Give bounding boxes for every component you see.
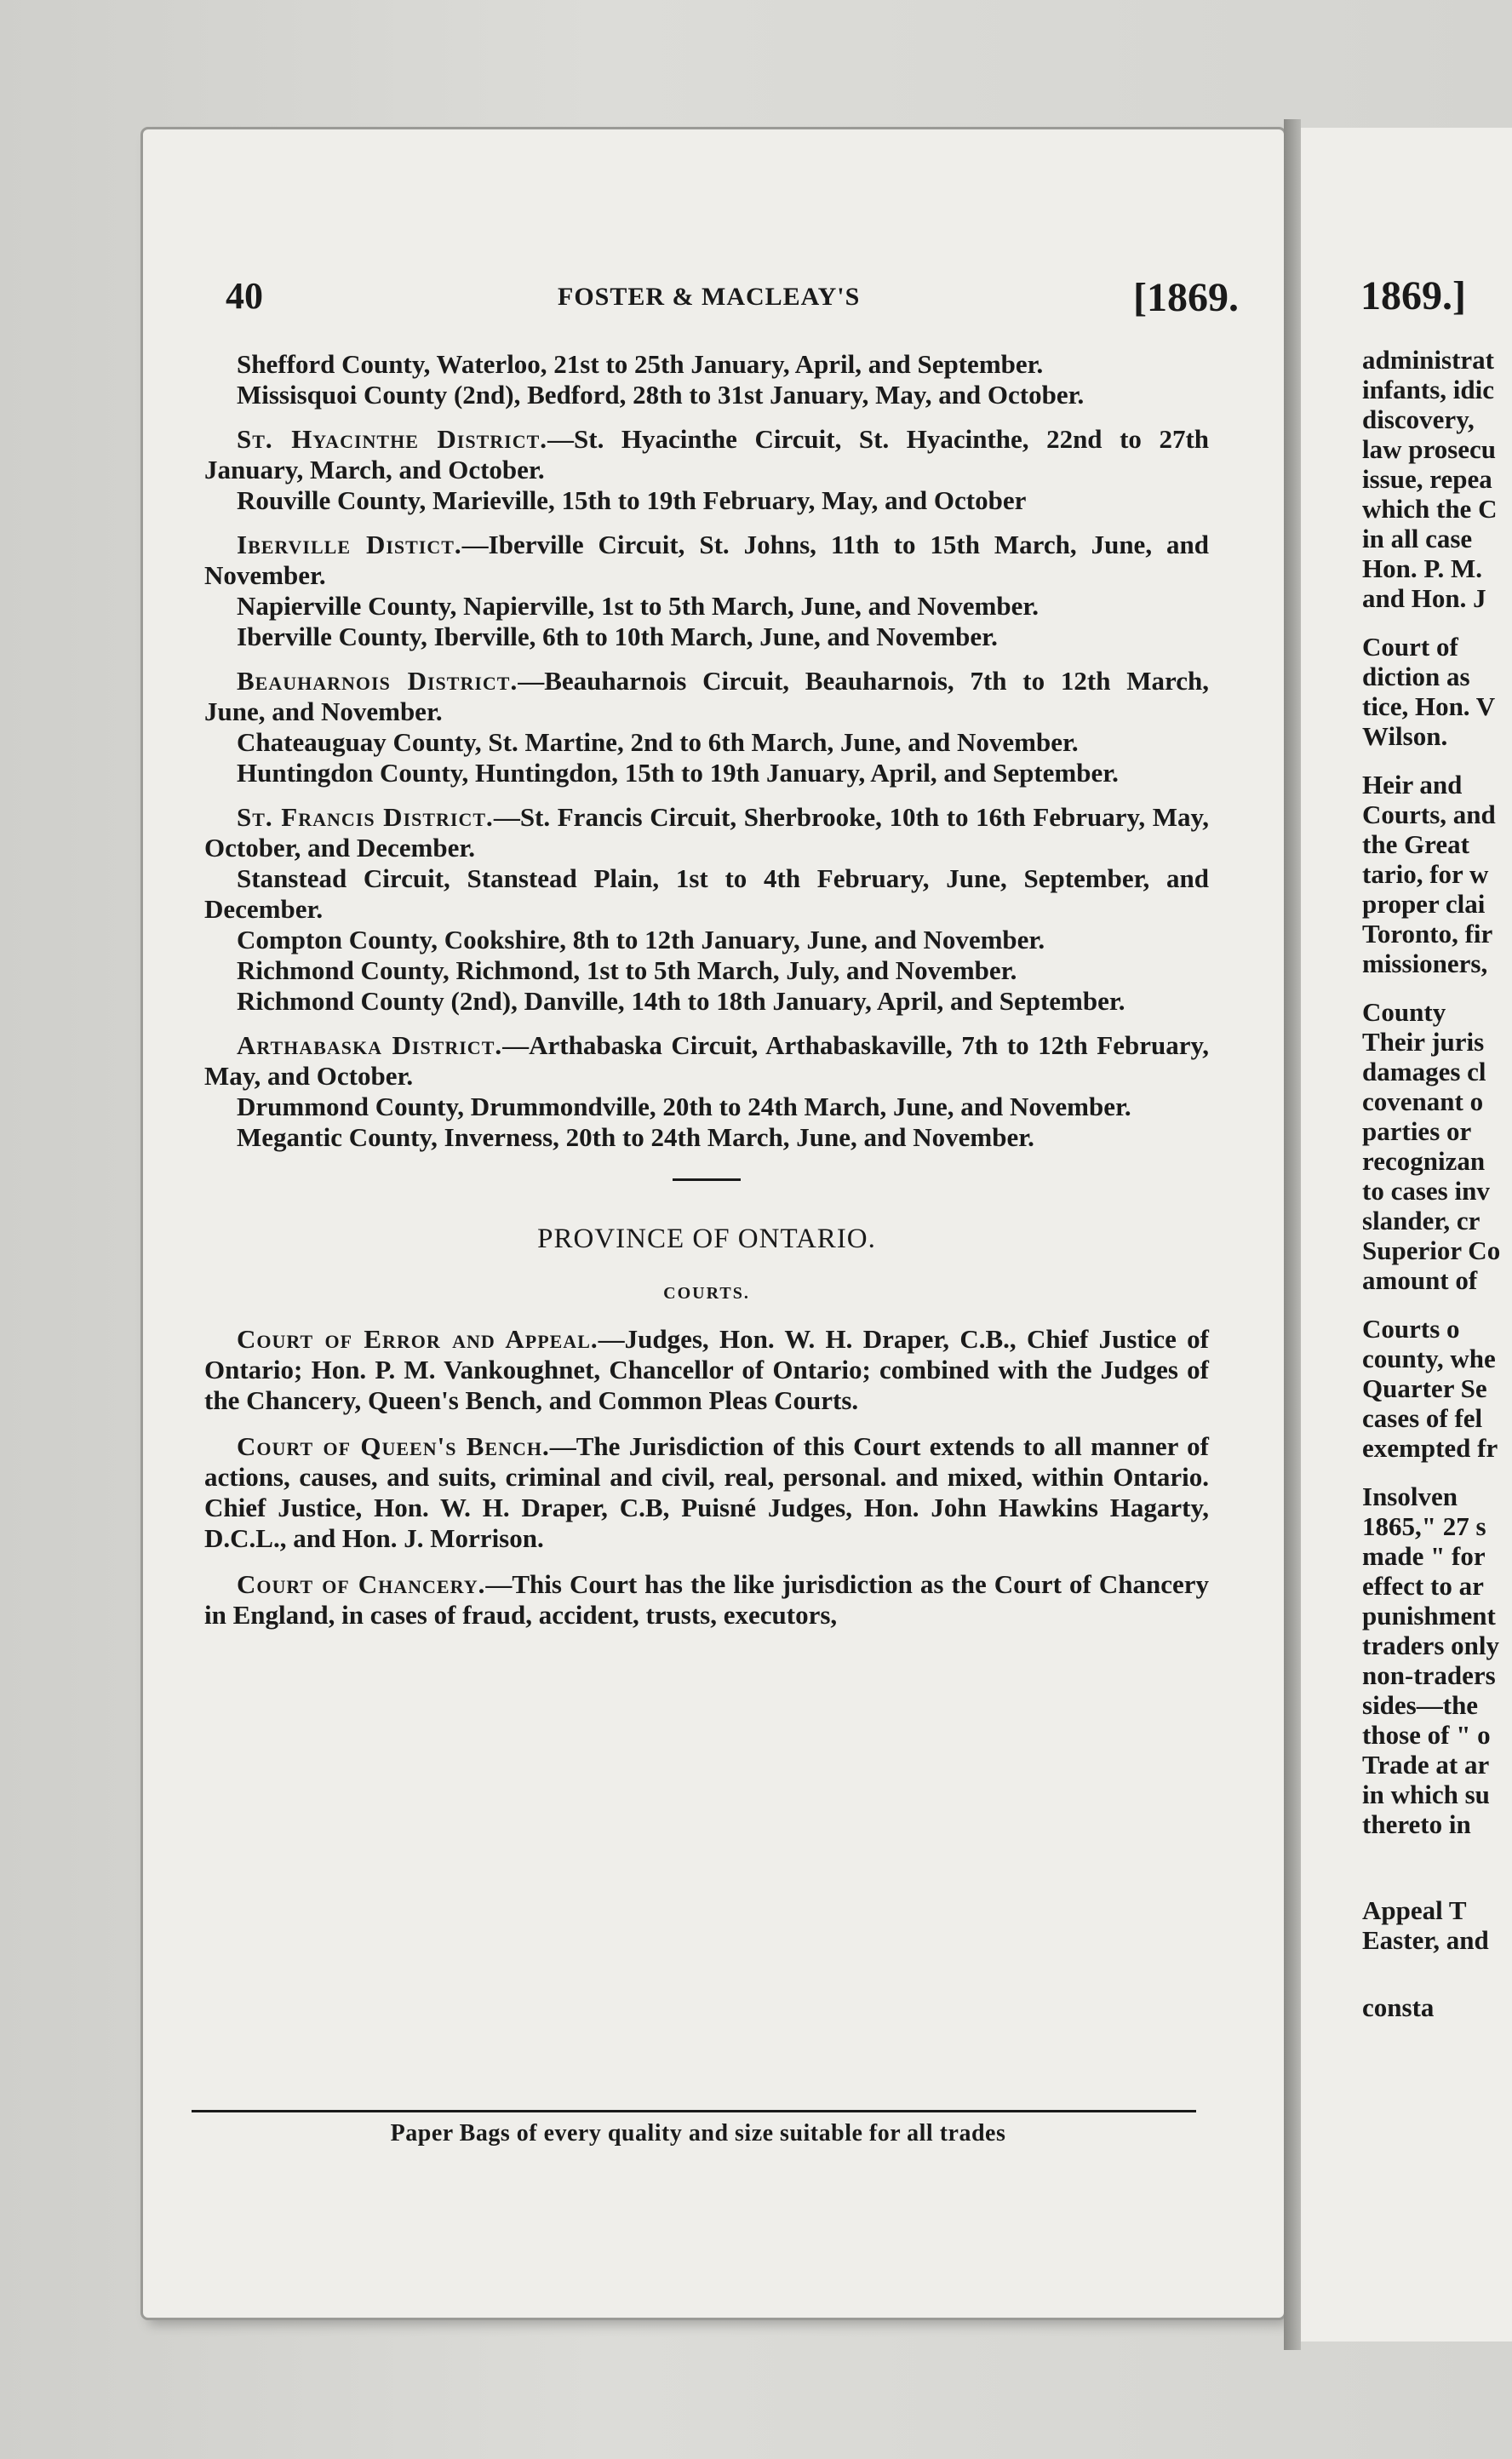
right-page-line: in which su bbox=[1362, 1780, 1490, 1809]
county-entry bbox=[204, 863, 1209, 925]
right-page-line: effect to ar bbox=[1362, 1571, 1484, 1601]
right-page-line: Toronto, fir bbox=[1362, 919, 1493, 949]
district-name: Iberville Distict. bbox=[237, 530, 462, 559]
book-gutter bbox=[1284, 119, 1301, 2350]
entry-text: Napierville County, Napierville, 1st to 5th March, June, and November. bbox=[237, 591, 1040, 621]
right-page-line: traders only bbox=[1362, 1631, 1500, 1660]
entry-text: —Beauharnois Circuit, Beauharnois, 7th to 12th March, June, and November. bbox=[204, 666, 1209, 726]
right-page-line bbox=[1362, 1858, 1500, 1877]
entry-text: —Iberville Circuit, St. Johns, 11th to 15th March, June, and November. bbox=[204, 530, 1209, 590]
right-page-line: County bbox=[1362, 997, 1446, 1027]
right-page-line: administrat bbox=[1362, 345, 1494, 375]
entry-text: Missisquoi County (2nd), Bedford, 28th to 31st January, May, and October. bbox=[237, 380, 1085, 410]
district-name: St. Francis District. bbox=[237, 802, 494, 832]
right-page-line: Their juris bbox=[1362, 1027, 1485, 1057]
right-page-line: Trade at ar bbox=[1362, 1750, 1490, 1780]
county-entry bbox=[204, 955, 1209, 986]
paragraph-gap bbox=[204, 516, 1209, 530]
footer-rule bbox=[192, 2110, 1196, 2112]
right-page-line: Courts o bbox=[1362, 1314, 1460, 1344]
paragraph-gap bbox=[204, 1017, 1209, 1030]
court-entry bbox=[204, 1569, 1209, 1631]
section-divider bbox=[673, 1178, 741, 1181]
county-entry bbox=[204, 1092, 1209, 1122]
right-page-line: Quarter Se bbox=[1362, 1373, 1487, 1403]
right-page-line: consta bbox=[1362, 1992, 1435, 2022]
county-entry bbox=[204, 349, 1209, 380]
right-page-line: Courts, and bbox=[1362, 800, 1496, 829]
right-page-line: damages cl bbox=[1362, 1057, 1486, 1086]
entry-text: Compton County, Cookshire, 8th to 12th January, June, and November. bbox=[237, 925, 1045, 954]
subsection-title: COURTS. bbox=[663, 1284, 750, 1303]
right-page-line: Wilson. bbox=[1362, 721, 1448, 751]
right-page-line: punishment bbox=[1362, 1601, 1496, 1631]
district-name: St. Hyacinthe District. bbox=[237, 424, 548, 454]
paragraph-gap bbox=[204, 788, 1209, 802]
paragraph-gap bbox=[204, 652, 1209, 666]
right-page-line: law prosecu bbox=[1362, 434, 1497, 464]
right-page-line: amount of bbox=[1362, 1265, 1478, 1295]
right-page-line: made " for bbox=[1362, 1541, 1486, 1571]
page-header bbox=[217, 271, 1239, 339]
right-page-line: tice, Hon. V bbox=[1362, 691, 1496, 721]
entry-text: Drummond County, Drummondville, 20th to 24th March, June, and November. bbox=[237, 1092, 1131, 1121]
right-page-line: missioners, bbox=[1362, 949, 1488, 978]
right-page-line: 1865," 27 s bbox=[1362, 1511, 1486, 1541]
right-page-line: exempted fr bbox=[1362, 1433, 1498, 1463]
court-description: —Judges, Hon. W. H. Draper, C.B., Chief Justice of Ontario; Hon. P. M. Vankoughnet, Chancellor of Ontario; combined with the Judges of the Chancery, Queen's Bench, and Common Pleas Courts. bbox=[204, 1324, 1209, 1415]
right-page-line: Superior Co bbox=[1362, 1235, 1501, 1265]
entry-text: —St. Hyacinthe Circuit, St. Hyacinthe, 22nd to 27th January, March, and October. bbox=[204, 424, 1210, 484]
right-page-line bbox=[1362, 1955, 1500, 1974]
county-entry bbox=[204, 380, 1209, 410]
right-page-line: and Hon. J bbox=[1362, 583, 1486, 613]
right-page-line bbox=[1362, 1839, 1500, 1858]
right-page-line: Court of bbox=[1362, 632, 1458, 662]
court-name: Court of Error and Appeal. bbox=[237, 1324, 598, 1354]
court-description: —The Jurisdiction of this Court extends to all manner of actions, causes, and suits, criminal and civil, real, personal. and mixed, within Ontario. Chief Justice, Hon. W. H. Draper, C.B, Puisné Judges, Hon. John Hawkins Hagarty, D.C.L., and Hon. J. Morrison. bbox=[204, 1431, 1209, 1553]
district-entry bbox=[204, 666, 1209, 727]
paragraph-gap bbox=[204, 410, 1209, 424]
running-title: FOSTER & MACLEAY'S bbox=[558, 283, 861, 311]
right-page-line: infants, idic bbox=[1362, 375, 1495, 404]
right-page-line: diction as bbox=[1362, 662, 1470, 691]
entry-text: Megantic County, Inverness, 20th to 24th March, June, and November. bbox=[237, 1122, 1034, 1152]
right-page-line: in all case bbox=[1362, 524, 1473, 553]
page-body bbox=[204, 349, 1209, 1646]
right-page bbox=[1301, 128, 1512, 2341]
district-entry bbox=[204, 802, 1209, 863]
entry-text: Richmond County (2nd), Danville, 14th to 18th January, April, and September. bbox=[237, 986, 1125, 1016]
county-entry bbox=[204, 986, 1209, 1017]
court-name: Court of Queen's Bench. bbox=[237, 1431, 550, 1461]
county-entry bbox=[204, 925, 1209, 955]
right-page-line: covenant o bbox=[1362, 1086, 1484, 1116]
right-page-line: issue, repea bbox=[1362, 464, 1492, 494]
right-page-line: thereto in bbox=[1362, 1809, 1471, 1839]
right-page-line: those of " o bbox=[1362, 1720, 1491, 1750]
entry-text: Richmond County, Richmond, 1st to 5th March, July, and November. bbox=[237, 955, 1017, 985]
district-entry bbox=[204, 1030, 1209, 1092]
footer-advertisement: Paper Bags of every quality and size suitable for all trades bbox=[390, 2120, 1006, 2147]
county-entry bbox=[204, 622, 1209, 652]
right-page-line: the Great bbox=[1362, 829, 1469, 859]
court-entry bbox=[204, 1324, 1209, 1416]
court-schedule bbox=[204, 349, 1209, 1153]
right-page-line: county, whe bbox=[1362, 1344, 1496, 1373]
right-page-line: discovery, bbox=[1362, 404, 1475, 434]
right-page-year: 1869.] bbox=[1360, 273, 1466, 318]
right-page-line: Hon. P. M. bbox=[1362, 553, 1482, 583]
right-page-line bbox=[1362, 1463, 1500, 1482]
county-entry bbox=[204, 591, 1209, 622]
right-page-line bbox=[1362, 1974, 1500, 1992]
district-name: Beauharnois District. bbox=[237, 666, 518, 696]
entry-text: Iberville County, Iberville, 6th to 10th March, June, and November. bbox=[237, 622, 998, 651]
entry-text: Stanstead Circuit, Stanstead Plain, 1st to 4th February, June, September, and December. bbox=[204, 863, 1209, 924]
right-page-line: parties or bbox=[1362, 1116, 1472, 1146]
entry-text: Huntingdon County, Huntingdon, 15th to 19th January, April, and September. bbox=[237, 758, 1119, 788]
district-entry bbox=[204, 530, 1209, 591]
right-page-line bbox=[1362, 978, 1500, 997]
entry-text: Rouville County, Marieville, 15th to 19th February, May, and October bbox=[237, 485, 1027, 515]
header-year: [1869. bbox=[1133, 275, 1239, 320]
right-page-line: Easter, and bbox=[1362, 1925, 1489, 1955]
district-entry bbox=[204, 424, 1209, 485]
right-page-line: which the C bbox=[1362, 494, 1498, 524]
court-entry bbox=[204, 1431, 1209, 1554]
county-entry bbox=[204, 758, 1209, 788]
court-description: —This Court has the like jurisdiction as the Court of Chancery in England, in cases of fraud, accident, trusts, executors, bbox=[204, 1569, 1209, 1630]
right-page-line: tario, for w bbox=[1362, 859, 1489, 889]
right-page-line: proper clai bbox=[1362, 889, 1486, 919]
right-page-line: sides—the bbox=[1362, 1690, 1479, 1720]
right-page-line: cases of fel bbox=[1362, 1403, 1483, 1433]
right-page-line: Appeal T bbox=[1362, 1895, 1467, 1925]
page-number: 40 bbox=[226, 275, 263, 317]
right-page-line bbox=[1362, 1295, 1500, 1314]
right-page-line bbox=[1362, 751, 1500, 770]
entry-text: —St. Francis Circuit, Sherbrooke, 10th to 16th February, May, October, and December. bbox=[204, 802, 1209, 863]
entry-text: Chateauguay County, St. Martine, 2nd to 6th March, June, and November. bbox=[237, 727, 1079, 757]
right-page-line: Insolven bbox=[1362, 1482, 1458, 1511]
county-entry bbox=[204, 1122, 1209, 1153]
right-page-line bbox=[1362, 613, 1500, 632]
county-entry bbox=[204, 727, 1209, 758]
court-name: Court of Chancery. bbox=[237, 1569, 486, 1599]
right-page-line: non-traders bbox=[1362, 1660, 1496, 1690]
entry-text: Shefford County, Waterloo, 21st to 25th January, April, and September. bbox=[237, 349, 1044, 379]
county-entry bbox=[204, 485, 1209, 516]
entry-text: —Arthabaska Circuit, Arthabaskaville, 7th to 12th February, May, and October. bbox=[204, 1030, 1209, 1091]
right-page-line: slander, cr bbox=[1362, 1206, 1480, 1235]
district-name: Arthabaska District. bbox=[237, 1030, 503, 1060]
courts-list bbox=[204, 1324, 1209, 1631]
right-page-line bbox=[1362, 1877, 1500, 1895]
section-title: PROVINCE OF ONTARIO. bbox=[537, 1224, 876, 1254]
right-page-line: recognizan bbox=[1362, 1146, 1486, 1176]
right-page-text bbox=[1362, 345, 1500, 2022]
right-page-line: to cases inv bbox=[1362, 1176, 1490, 1206]
right-page-line: Heir and bbox=[1362, 770, 1463, 800]
